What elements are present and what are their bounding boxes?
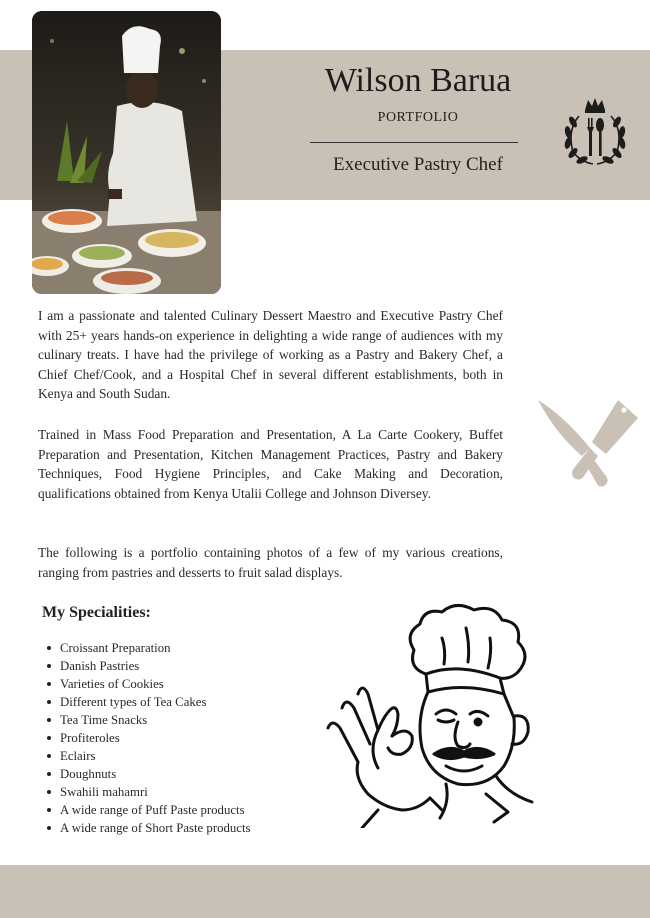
job-title: Executive Pastry Chef <box>333 154 503 175</box>
portfolio-label: PORTFOLIO <box>377 110 459 125</box>
list-item: Eclairs <box>42 747 251 765</box>
header-divider <box>310 142 518 143</box>
crossed-knives-icon <box>534 396 642 494</box>
crown-fork-spoon-laurel-icon <box>561 96 629 168</box>
specialities-list <box>42 639 251 837</box>
bio-paragraph-1: I am a passionate and talented Culinary Dessert Maestro and Executive Pastry Chef with 25+ years hands-on experience in delighting a wide range of audiences with my culinary treats. I have had the privilege of working as a Pastry and Bakery Chef, a Chief Chef/Cook, and a Hospital Chef in several different establishments, both in Kenya and South Sudan. <box>38 308 503 401</box>
list-item: A wide range of Puff Paste products <box>42 801 251 819</box>
chef-photo <box>32 11 221 294</box>
list-item: Profiteroles <box>42 729 251 747</box>
list-item: Croissant Preparation <box>42 639 251 657</box>
footer-band <box>0 865 650 918</box>
list-item: A wide range of Short Paste products <box>42 819 251 837</box>
list-item: Doughnuts <box>42 765 251 783</box>
person-name: Wilson Barua <box>324 62 512 99</box>
list-item: Varieties of Cookies <box>42 675 251 693</box>
list-item: Different types of Tea Cakes <box>42 693 251 711</box>
bio-paragraph-2: Trained in Mass Food Preparation and Presentation, A La Carte Cookery, Buffet Preparation and Presentation, Kitchen Management Practices, Pastry and Bakery Techniques, Food Hygiene Principles, and Cake Making and Decoration, qualifications obtained from Kenya Utalii College and Johnson Diversey. <box>38 427 503 501</box>
bio-paragraph-3: The following is a portfolio containing photos of a few of my various creations, ranging from pastries and desserts to fruit salad displays. <box>38 545 503 580</box>
chef-ok-gesture-illustration <box>318 598 558 828</box>
list-item: Swahili mahamri <box>42 783 251 801</box>
list-item: Danish Pastries <box>42 657 251 675</box>
list-item: Tea Time Snacks <box>42 711 251 729</box>
specialities-heading: My Specialities: <box>42 604 151 621</box>
